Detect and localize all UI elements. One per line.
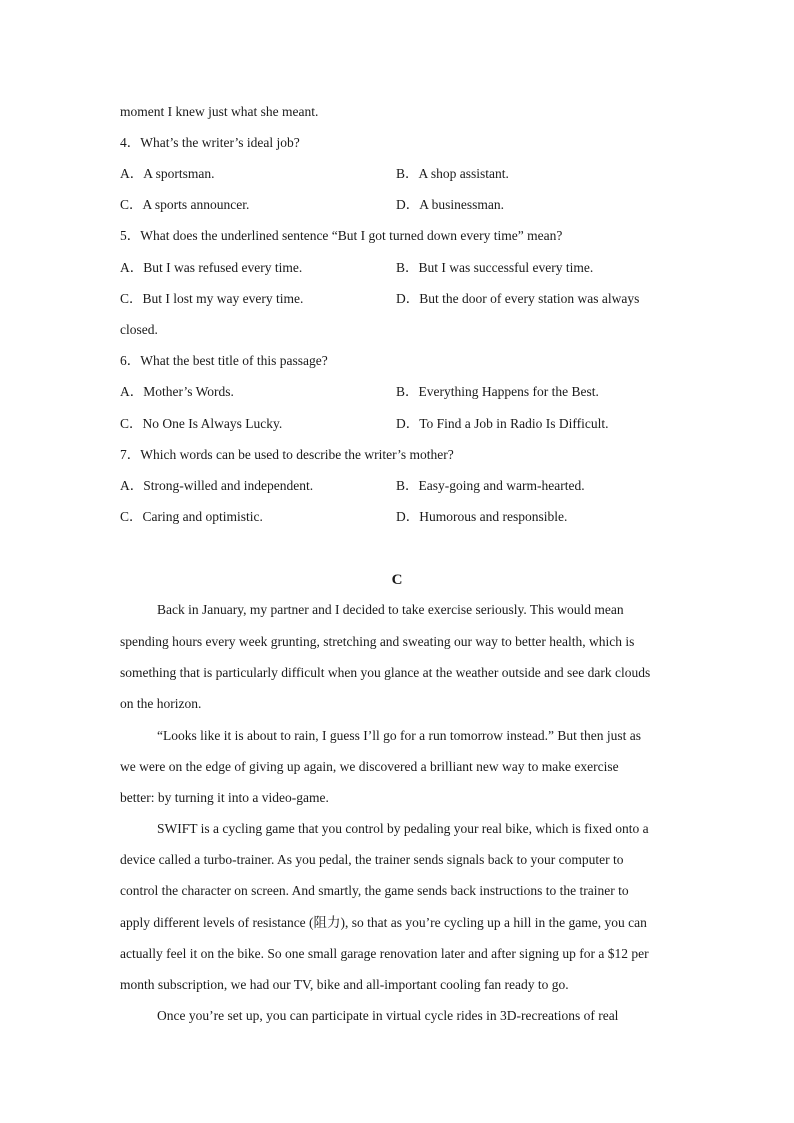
question-6-option-a: A．Mother’s Words. (120, 384, 234, 399)
question-6-stem: 6．What the best title of this passage? (120, 353, 328, 368)
passage-line: spending hours every week grunting, stretching and sweating our way to better health, which is (120, 634, 635, 649)
question-7-option-c: C．Caring and optimistic. (120, 509, 263, 524)
question-5-option-d-continuation: closed. (120, 322, 158, 337)
passage-line: SWIFT is a cycling game that you control by pedaling your real bike, which is fixed onto a (157, 821, 649, 836)
question-6-option-c: C．No One Is Always Lucky. (120, 416, 283, 431)
question-5-option-d: D．But the door of every station was always (396, 291, 640, 306)
passage-line: control the character on screen. And smartly, the game sends back instructions to the trainer to (120, 883, 629, 898)
question-7-option-d: D．Humorous and responsible. (396, 509, 568, 524)
question-4-option-d: D．A businessman. (396, 197, 504, 212)
passage-line: apply different levels of resistance (阻力), so that as you’re cycling up a hill in the game, you can (120, 915, 647, 930)
question-4-option-c: C．A sports announcer. (120, 197, 250, 212)
question-6-option-d: D．To Find a Job in Radio Is Difficult. (396, 416, 609, 431)
question-7-option-b: B．Easy-going and warm-hearted. (396, 478, 585, 493)
passage-line: month subscription, we had our TV, bike and all-important cooling fan ready to go. (120, 977, 569, 992)
question-4-option-a: A．A sportsman. (120, 166, 215, 181)
question-4-stem: 4．What’s the writer’s ideal job? (120, 135, 300, 150)
passage-line: something that is particularly difficult when you glance at the weather outside and see dark clouds (120, 665, 651, 680)
question-4-option-b: B．A shop assistant. (396, 166, 509, 181)
question-5-option-b: B．But I was successful every time. (396, 260, 594, 275)
question-5-option-a: A．But I was refused every time. (120, 260, 303, 275)
question-5-option-c: C．But I lost my way every time. (120, 291, 304, 306)
passage-line: device called a turbo-trainer. As you pedal, the trainer sends signals back to your computer to (120, 852, 624, 867)
passage-continuation: moment I knew just what she meant. (120, 104, 319, 119)
passage-line: better: by turning it into a video-game. (120, 790, 329, 805)
passage-line: we were on the edge of giving up again, we discovered a brilliant new way to make exercise (120, 759, 619, 774)
section-heading: C (391, 572, 403, 588)
passage-line: Back in January, my partner and I decided to take exercise seriously. This would mean (157, 602, 624, 617)
passage-line: “Looks like it is about to rain, I guess I’ll go for a run tomorrow instead.” But then just as (157, 728, 642, 743)
question-7-stem: 7．Which words can be used to describe the writer’s mother? (120, 447, 454, 462)
question-6-option-b: B．Everything Happens for the Best. (396, 384, 599, 399)
question-7-option-a: A．Strong-willed and independent. (120, 478, 314, 493)
passage-line: actually feel it on the bike. So one small garage renovation later and after signing up for a $12 per (120, 946, 649, 961)
passage-line: on the horizon. (120, 696, 202, 711)
question-5-stem: 5．What does the underlined sentence “But I got turned down every time” mean? (120, 228, 563, 243)
passage-line: Once you’re set up, you can participate in virtual cycle rides in 3D-recreations of real (157, 1008, 619, 1023)
